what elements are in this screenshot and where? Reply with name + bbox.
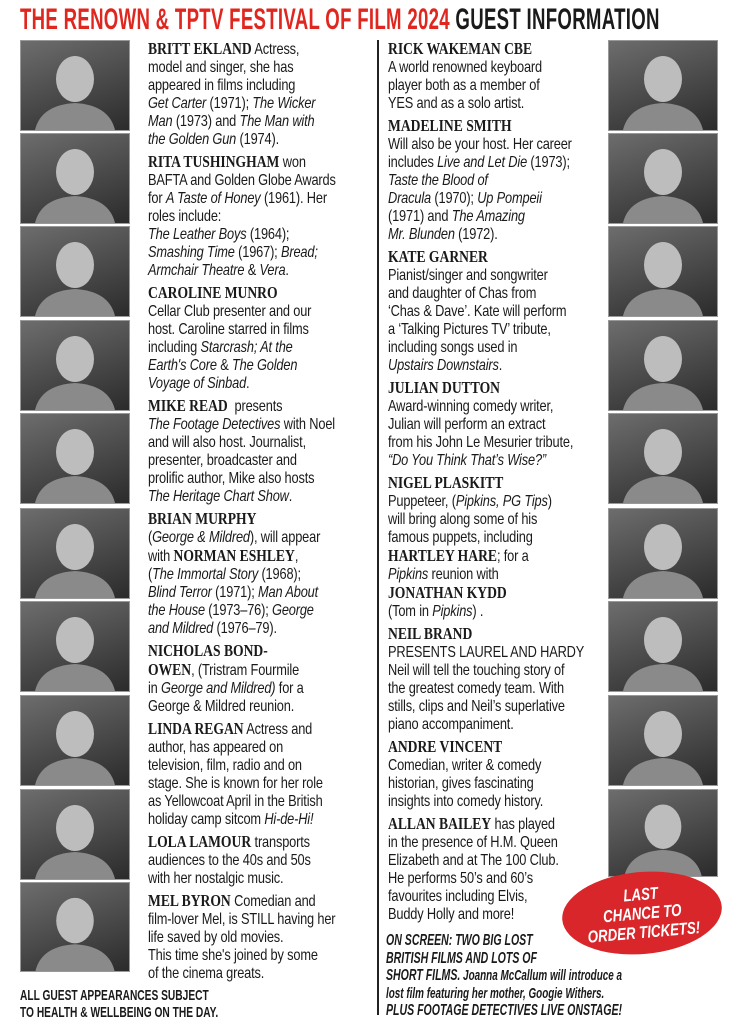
guest-entry	[148, 720, 372, 829]
title-italic: Hi-de-Hi!	[264, 811, 314, 828]
guest-entry	[388, 738, 612, 811]
guest-photo-right-3	[608, 226, 718, 317]
guest-name: MADELINE SMITH	[388, 116, 512, 135]
title-italic: Pipkins	[388, 566, 429, 583]
guest-description: for a George & Mildred reunion.	[148, 680, 304, 715]
guest-description: reunion with	[431, 566, 499, 583]
guest-description: (1976–79).	[213, 620, 277, 637]
guest-name-secondary: HARTLEY HARE	[388, 546, 497, 565]
title-italic: George and Mildred)	[161, 680, 276, 697]
guest-description: Pianist/singer and songwriter and daughter of Chas from ‘Chas & Dave’. Kate will perform a ‘Talking Pictures TV’ tribute, including songs used in	[388, 267, 567, 356]
guest-name: ANDRE VINCENT	[388, 737, 503, 756]
guest-name: CAROLINE MUNRO	[148, 283, 278, 302]
title-italic: A Taste of Honey	[165, 190, 261, 207]
guest-entry	[388, 625, 612, 734]
title-italic: The Footage Detectives	[148, 416, 281, 433]
title-italic: Get Carter	[148, 95, 207, 112]
guest-description: (1973) and	[172, 113, 240, 130]
guest-description: Will also be your host. Her career includes	[388, 136, 572, 171]
guest-name: LOLA LAMOUR	[148, 832, 252, 851]
guest-photo-left-1	[20, 40, 130, 131]
right-guest-column	[388, 40, 613, 928]
guest-photo-right-4	[608, 320, 718, 411]
guest-photo-right-1	[608, 40, 718, 131]
guest-photo-right-8	[608, 695, 718, 786]
guest-description: transports audiences to the 40s and 50s with her nostalgic music.	[148, 834, 311, 887]
left-guest-column	[148, 40, 373, 987]
guest-name: RICK WAKEMAN CBE	[388, 39, 533, 58]
guest-description: (1961). Her roles include:	[148, 190, 327, 225]
guest-description: (1972).	[454, 226, 498, 243]
guest-description: Cellar Club presenter and our host. Caroline starred in films including	[148, 303, 312, 356]
guest-name: NICHOLAS BOND- OWEN	[148, 641, 268, 679]
guest-photo-left-5	[20, 413, 130, 504]
guest-entry	[148, 40, 372, 149]
guest-name: ALLAN BAILEY	[388, 814, 492, 833]
guest-description: Actress, model and singer, she has appeared in films including	[148, 41, 300, 94]
guest-description: (1970);	[430, 190, 478, 207]
guest-description: (	[148, 529, 153, 546]
guest-photo-right-2	[608, 133, 718, 224]
title-italic: Vera	[259, 262, 286, 279]
guest-description: (1967);	[234, 244, 281, 261]
title-italic: The Golden Voyage of Sinbad	[148, 357, 298, 392]
on-screen-body: Joanna McCallum will introduce a lost film featuring her mother, Googie Withers.	[386, 967, 623, 1002]
guest-name: BRITT EKLAND	[148, 39, 252, 58]
guest-description: presents	[234, 398, 283, 415]
guest-description: (Tom in	[388, 603, 429, 620]
guest-description: Comedian, writer & comedy historian, gives fascinating insights into comedy history.	[388, 757, 544, 810]
title-italic: The Wicker Man	[148, 95, 316, 130]
title-italic: “Do You Think That’s Wise?”	[388, 452, 547, 469]
guest-description: (1973–76);	[204, 602, 273, 619]
title-italic: George and Mildred	[148, 602, 314, 637]
guest-description: (1974).	[236, 131, 279, 148]
guest-name: LINDA REGAN	[148, 719, 244, 738]
guest-description: (1973);	[530, 154, 570, 171]
guest-name: JULIAN DUTTON	[388, 378, 500, 397]
guest-name: MEL BYRON	[148, 891, 231, 910]
festival-title: THE RENOWN & TPTV FESTIVAL OF FILM 2024	[20, 3, 450, 36]
guest-description: , (	[148, 548, 299, 583]
guest-description: (1971);	[211, 584, 259, 601]
guest-entry	[388, 379, 612, 470]
guest-photo-left-9	[20, 789, 130, 880]
guest-entry	[148, 833, 372, 888]
guest-name: RITA TUSHINGHAM	[148, 152, 280, 171]
title-italic: Man About the House	[148, 584, 319, 619]
guest-name: MIKE READ	[148, 396, 228, 415]
title-italic: Upstairs Downstairs	[388, 357, 499, 374]
guest-description: with Noel and will also host. Journalist, presenter, broadcaster and prolific author, Mike also hosts	[148, 416, 335, 487]
title-italic: Up Pompeii	[477, 190, 542, 207]
guest-entry	[148, 642, 372, 716]
title-italic: Starcrash; At the Earth's Core	[148, 339, 293, 374]
guest-entry	[388, 40, 612, 113]
order-tickets-label: LAST CHANCE TO ORDER TICKETS!	[586, 883, 701, 947]
guest-photo-left-7	[20, 601, 130, 692]
guest-description: ) .	[472, 603, 484, 620]
guest-name: KATE GARNER	[388, 247, 488, 266]
title-italic: The Heritage Chart Show	[148, 488, 289, 505]
on-screen-closing: PLUS FOOTAGE DETECTIVES LIVE ONSTAGE!	[386, 1002, 623, 1019]
guest-description: Comedian and film-lover Mel, is STILL having her life saved by old movies. This time she's joined by some of the cinema greats.	[148, 893, 336, 982]
guest-entry	[148, 892, 372, 983]
title-italic: Taste the Blood of Dracula	[388, 172, 488, 207]
guest-photo-left-8	[20, 695, 130, 786]
guest-photo-left-4	[20, 320, 130, 411]
guest-description: (1971);	[206, 95, 253, 112]
guest-photo-right-7	[608, 601, 718, 692]
guest-description: (1971) and	[388, 208, 449, 225]
title-italic: Bread; Armchair Theatre	[148, 244, 318, 279]
guest-description: (1968);	[261, 566, 301, 583]
guest-photo-left-6	[20, 508, 130, 599]
guest-entry	[148, 153, 372, 280]
guest-description: &	[216, 357, 232, 374]
guest-entry	[388, 117, 612, 244]
guest-information-heading: GUEST INFORMATION	[455, 3, 660, 36]
column-divider	[377, 40, 379, 1015]
guest-photo-right-9	[608, 789, 718, 877]
guest-description: .	[246, 375, 250, 392]
guest-description: (1964);	[249, 226, 290, 243]
guest-name-secondary: NORMAN ESHLEY	[173, 546, 295, 565]
guest-name: BRIAN MURPHY	[148, 509, 257, 528]
guest-photo-left-3	[20, 226, 130, 317]
guest-photo-left-2	[20, 133, 130, 224]
health-notice: ALL GUEST APPEARANCES SUBJECT TO HEALTH & WELLBEING ON THE DAY.	[20, 987, 219, 1021]
guest-description: A world renowned keyboard player both as a member of YES and as a solo artist.	[388, 59, 542, 112]
guest-description: Award-winning comedy writer, Julian will perform an extract from his John Le Mesurier tribute,	[388, 398, 574, 451]
guest-description: .	[288, 488, 293, 505]
guest-description: &	[244, 262, 260, 279]
guest-description: ), will appear with	[148, 529, 321, 565]
guest-description: PRESENTS LAUREL AND HARDY Neil will tell the touching story of the greatest comedy team. With stills, clips and Neil’s superlative piano accompaniment.	[388, 644, 585, 733]
guest-name-secondary: JONATHAN KYDD	[388, 583, 507, 602]
guest-description: Puppeteer, (	[388, 493, 456, 510]
title-italic: George & Mildred	[152, 529, 250, 546]
guest-entry	[388, 474, 612, 621]
guest-description: won BAFTA and Golden Globe Awards for	[148, 154, 336, 207]
title-italic: The Immortal Story	[152, 566, 259, 583]
on-screen-headline: ON SCREEN: TWO BIG LOST BRITISH FILMS AND LOTS OF SHORT FILMS.	[386, 932, 537, 984]
guest-description: Actress and author, has appeared on television, film, radio and on stage. She is known for her role as Yellowcoat April in the British holiday camp sitcom	[148, 721, 323, 828]
guest-photo-left-10	[20, 882, 130, 972]
page-title	[20, 3, 660, 36]
title-italic: Smashing Time	[148, 244, 235, 261]
title-italic: The Man with the Golden Gun	[148, 113, 315, 148]
title-italic: Blind Terror	[148, 584, 212, 601]
guest-name: NEIL BRAND	[388, 624, 473, 643]
title-italic: The Leather Boys	[148, 226, 247, 243]
guest-entry	[148, 284, 372, 393]
guest-description: ; for a	[496, 548, 529, 565]
guest-name: NIGEL PLASKITT	[388, 473, 504, 492]
guest-description: .	[285, 262, 289, 279]
guest-entry	[388, 248, 612, 375]
guest-description: ) will bring along some of his famous puppets, including	[388, 493, 552, 546]
title-italic: Pipkins	[432, 603, 473, 620]
title-italic: Live and Let Die	[437, 154, 528, 171]
guest-entry	[148, 510, 372, 638]
guest-photo-right-5	[608, 413, 718, 504]
guest-entry	[148, 397, 372, 506]
guest-photo-right-6	[608, 508, 718, 599]
title-italic: The Amazing Mr. Blunden	[388, 208, 525, 243]
guest-description: , (Tristram Fourmile in	[148, 662, 300, 697]
guest-description: .	[498, 357, 503, 374]
guest-description: has played in the presence of H.M. Queen Elizabeth and at The 100 Club. He performs 50’s and 60’s favourites including Elvis, Buddy Holly and more!	[388, 816, 559, 923]
title-italic: Pipkins, PG Tips	[455, 493, 548, 510]
